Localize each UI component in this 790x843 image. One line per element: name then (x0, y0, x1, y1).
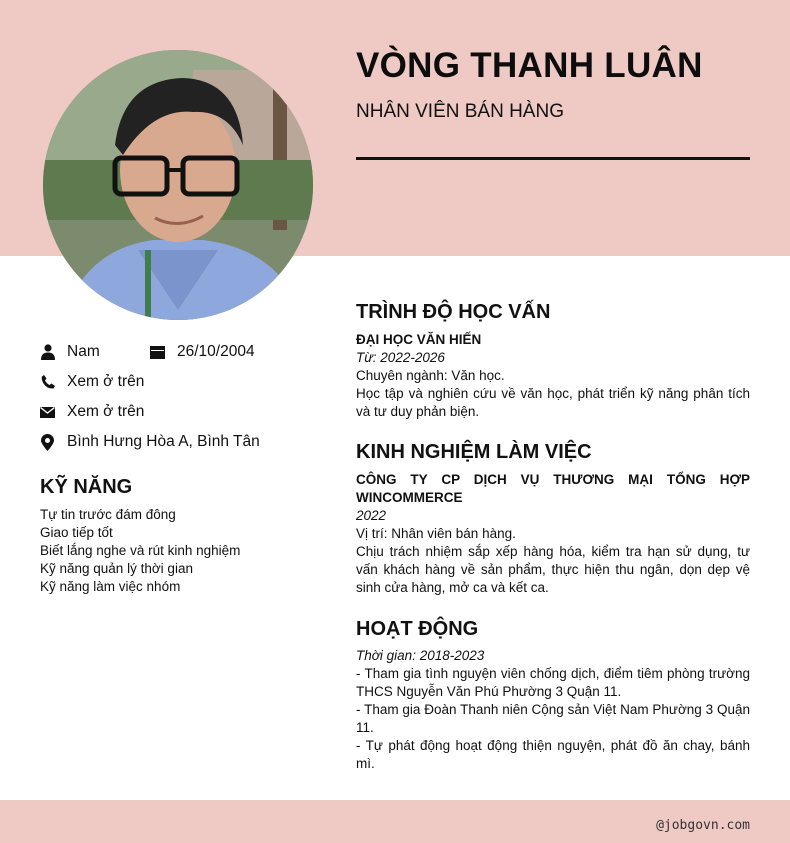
skill-item: Kỹ năng quản lý thời gian (40, 561, 193, 576)
education-period: Từ: 2022-2026 (356, 350, 445, 365)
experience-year: 2022 (356, 508, 387, 523)
skill-item: Biết lắng nghe và rút kinh nghiệm (40, 543, 241, 558)
gender-row (40, 341, 100, 363)
email-value: Xem ở trên (67, 403, 145, 420)
skills-list (40, 506, 240, 596)
profile-photo (43, 50, 313, 320)
gender-value: Nam (67, 343, 100, 360)
phone-value: Xem ở trên (67, 373, 145, 390)
experience-block (356, 471, 750, 597)
activity-item: - Tham gia tình nguyện viên chống dịch, điểm tiêm phòng trường THCS Nguyễn Văn Phú Phường 3 Quận 11. (356, 666, 750, 699)
experience-position: Vị trí: Nhân viên bán hàng. (356, 526, 516, 541)
mail-icon (40, 404, 55, 420)
skill-item: Kỹ năng làm việc nhóm (40, 579, 181, 594)
location-pin-icon (40, 434, 55, 450)
address-value: Bình Hưng Hòa A, Bình Tân (67, 433, 260, 450)
footer-brand: @jobgovn.com (656, 818, 750, 833)
phone-row (40, 371, 144, 393)
experience-title: KINH NGHIỆM LÀM VIỆC (356, 441, 592, 463)
birthdate-value: 26/10/2004 (177, 343, 255, 360)
education-description: Học tập và nghiên cứu về văn học, phát triển kỹ năng phân tích và tư duy phản biện. (356, 386, 750, 419)
activity-item: - Tự phát động hoạt động thiện nguyện, phát đồ ăn chay, bánh mì. (356, 738, 750, 771)
birthdate-row (150, 341, 255, 363)
education-major: Chuyên ngành: Văn học. (356, 368, 505, 383)
skill-item: Giao tiếp tốt (40, 525, 113, 540)
address-row (40, 431, 260, 453)
candidate-role: NHÂN VIÊN BÁN HÀNG (356, 101, 564, 122)
activities-block (356, 647, 750, 773)
person-icon (40, 344, 55, 360)
calendar-icon (150, 344, 165, 360)
company-name: CÔNG TY CP DỊCH VỤ THƯƠNG MẠI TỔNG HỢP WINCOMMERCE (356, 472, 750, 505)
skills-title: KỸ NĂNG (40, 476, 133, 498)
activities-title: HOẠT ĐỘNG (356, 618, 479, 640)
experience-description: Chịu trách nhiệm sắp xếp hàng hóa, kiểm tra hạn sử dụng, tư vấn khách hàng về sản phẩm, thực hiện thu ngân, dọn dẹp vệ sinh cửa hàng, mở ca và kết ca. (356, 544, 750, 595)
candidate-name: VÒNG THANH LUÂN (356, 46, 703, 85)
skill-item: Tự tin trước đám đông (40, 507, 176, 522)
phone-icon (40, 374, 55, 390)
email-row (40, 401, 144, 423)
school-name: ĐẠI HỌC VĂN HIẾN (356, 332, 482, 347)
education-title: TRÌNH ĐỘ HỌC VẤN (356, 301, 551, 323)
header-divider (356, 157, 750, 160)
education-block (356, 331, 750, 421)
activities-period: Thời gian: 2018-2023 (356, 648, 485, 663)
activity-item: - Tham gia Đoàn Thanh niên Cộng sản Việt Nam Phường 3 Quận 11. (356, 702, 750, 735)
